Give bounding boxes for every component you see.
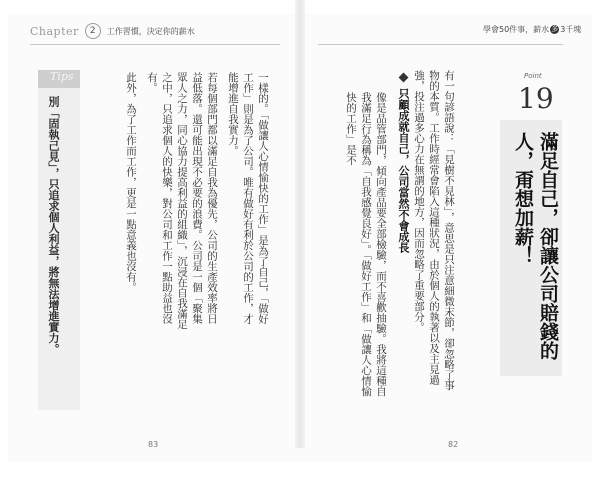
book-title-badge: 多 bbox=[551, 25, 559, 33]
diamond-bullet-icon bbox=[398, 73, 408, 83]
intro-paragraph: 有一句諺語說：「見樹不見林」，意思是只注意細微末節，卻忽略了事物的本質。工作時經常會陷入這種狀況，由於個人的執著以及主見過強，投注過多心力在無謂的地方，因而忽略了重要部分。 bbox=[413, 70, 455, 391]
left-running-header bbox=[30, 22, 195, 40]
section-subhead bbox=[395, 74, 411, 253]
point-number: 19 bbox=[518, 82, 554, 115]
subhead-text: 只顧成就自己，公司當然不會成長 bbox=[397, 87, 410, 253]
tips-text: 別「固執己見」，只追求個人利益，將無法增進實力。 bbox=[47, 96, 60, 355]
body-paragraph: 此外，為了工作而工作，更是一點意義也沒有。 bbox=[125, 72, 137, 293]
book-title-part2: 3千塊 bbox=[560, 25, 582, 34]
book-gutter bbox=[295, 0, 305, 448]
point-label: Point bbox=[524, 72, 542, 80]
body-paragraph: 若每個部門都以滿足自我為優先，公司的生產效率將日益低落。還可能出現不必要的浪費。公司是一個「聚集眾人之力，同心協力提高利益的組織」，沉浸在自我滿足之中，只追求個人的快樂，對公司和工作一點助益也沒有。 bbox=[146, 72, 218, 330]
body-paragraph: 像是品管部門，傾向產品要全部檢驗，而不喜歡抽驗。我將這種自我滿足行為稱為「自我感覺良好」。「做好工作」和「做讓人心情愉快的工作」是不 bbox=[345, 92, 387, 397]
left-header-rule bbox=[30, 44, 280, 45]
page-number-left: 83 bbox=[148, 440, 159, 449]
chapter-number-badge: 2 bbox=[85, 23, 101, 39]
right-header-rule bbox=[318, 44, 563, 45]
left-page-body bbox=[125, 72, 270, 330]
article-title: 滿足自己，卻讓公司賠錢的人，甭想加薪！ bbox=[512, 132, 559, 360]
tips-label: Tips bbox=[50, 70, 74, 83]
book-title-part1: 學會50件事，薪水 bbox=[483, 25, 550, 34]
right-running-header bbox=[483, 24, 581, 35]
right-page-body-2 bbox=[336, 92, 388, 402]
page-number-right: 82 bbox=[448, 440, 459, 449]
chapter-title: 工作習慣，決定你的薪水 bbox=[106, 26, 195, 36]
body-paragraph: 一樣的。「做讓人心情愉快的工作」是為了自己，「做好工作」則是為了公司。唯有做好有利於公司的工作，才能增進自我實力。 bbox=[227, 72, 269, 324]
chapter-word: Chapter bbox=[30, 24, 79, 38]
